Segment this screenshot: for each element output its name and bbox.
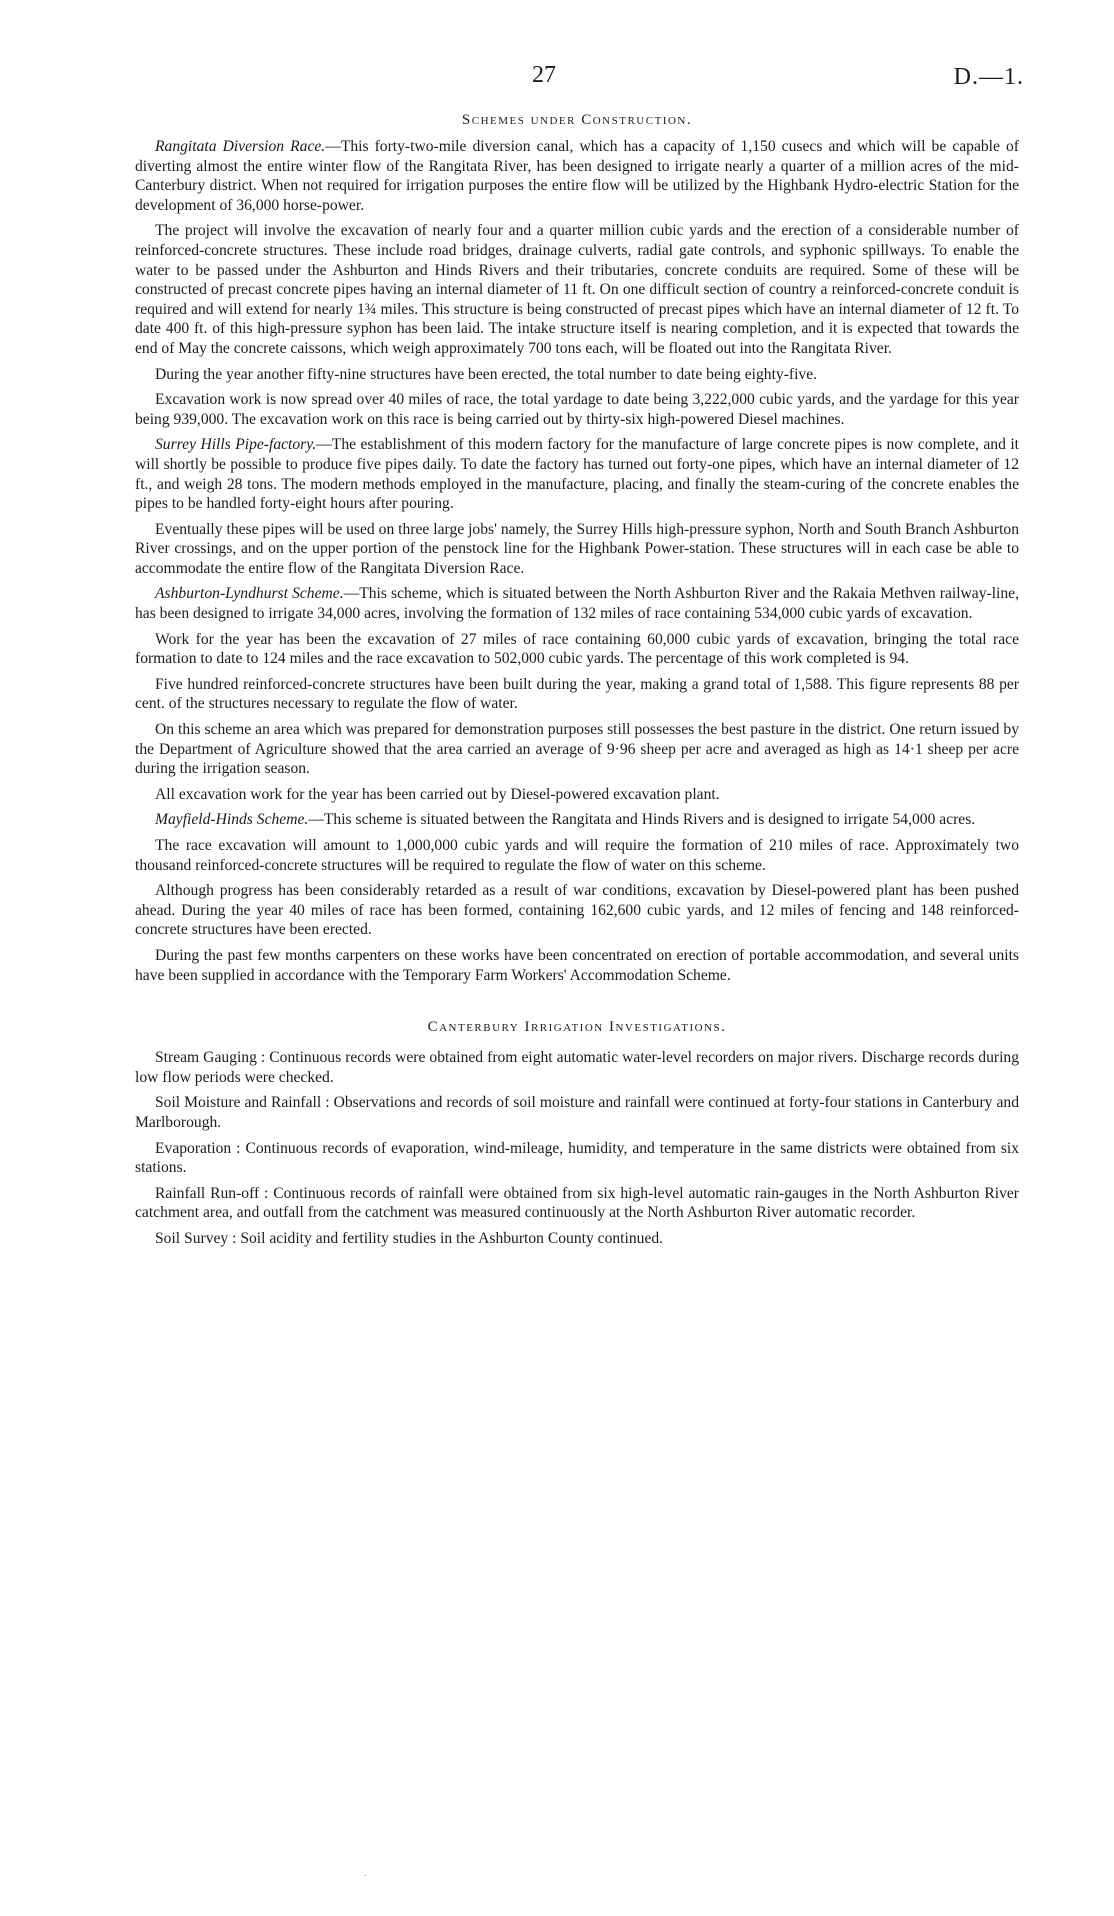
paragraph-text: During the year another fifty-nine structures have been erected, the total number to date being eighty-five. <box>155 365 818 383</box>
paragraph-lead: Mayfield-Hinds Scheme. <box>155 811 309 829</box>
paragraph <box>135 881 1019 940</box>
paragraph-text: On this scheme an area which was prepared for demonstration purposes still possesses the best pasture in the district. One return issued by the Department of Agriculture showed that the area carried an average of 9·96 sheep per acre and averaged as high as 14·1 sheep per acre during the irrigation season. <box>135 721 1019 778</box>
paragraph <box>135 390 1019 429</box>
paragraph <box>135 785 1019 805</box>
page-number: 27 <box>532 62 556 88</box>
paragraph-text: Soil Survey : Soil acidity and fertility studies in the Ashburton County continued. <box>155 1229 664 1247</box>
paragraph <box>135 630 1019 669</box>
paragraph <box>135 946 1019 985</box>
paragraph-text: Eventually these pipes will be used on three large jobs' namely, the Surrey Hills high-pressure syphon, North and South Branch Ashburton River crossings, and on the upper portion of the penstock line for the Highbank Power-station. These structures will in each case be able to accommodate the entire flow of the Rangitata Diversion Race. <box>135 520 1019 577</box>
paragraph-text: Excavation work is now spread over 40 miles of race, the total yardage to date being 3,222,000 cubic yards, and the yardage for this year being 939,000. The excavation work on this race is being carried out by thirty-six high-powered Diesel machines. <box>135 391 1019 428</box>
section-heading-schemes: Schemes under Construction. <box>461 112 693 128</box>
section-heading-investigations: Canterbury Irrigation Investigations. <box>427 1019 727 1036</box>
paragraph <box>135 1093 1019 1132</box>
paragraph-text: —This scheme is situated between the Rangitata and Hinds Rivers and is designed to irrigate 54,000 acres. <box>308 811 976 829</box>
paragraph-lead: Ashburton-Lyndhurst Scheme. <box>155 585 344 603</box>
paragraph <box>135 365 1019 385</box>
paragraph-text: The race excavation will amount to 1,000,000 cubic yards and will require the formation of 210 miles of race. Approximately two thousand reinforced-concrete structures will be required to regulate the flow of water on this scheme. <box>135 837 1019 874</box>
document-reference: D.—1. <box>953 64 1024 90</box>
page-mark: . <box>364 1868 367 1879</box>
paragraph <box>135 1184 1019 1223</box>
paragraph <box>135 675 1019 714</box>
paragraph-text: During the past few months carpenters on these works have been concentrated on erection of portable accommodation, and several units have been supplied in accordance with the Temporary Farm Workers' Accommodation Scheme. <box>135 946 1019 984</box>
paragraph <box>135 836 1019 875</box>
paragraph-lead: Rangitata Diversion Race. <box>155 138 326 155</box>
paragraph <box>135 1139 1019 1178</box>
paragraph-text: —This scheme, which is situated between the North Ashburton River and the Rakaia Methven railway-line, has been designed to irrigate 34,000 acres, involving the formation of 132 miles of race containing 534,000 cubic yards of excavation. <box>135 585 1019 623</box>
paragraph <box>135 720 1019 779</box>
section-canterbury-irrigation-investigations <box>135 1048 1019 1248</box>
paragraph <box>135 810 1019 830</box>
paragraph-text: —The establishment of this modern factory for the manufacture of large concrete pipes is now complete, and it will shortly be possible to produce five pipes daily. To date the factory has turned out forty-one pipes, which have an internal diameter of 12 ft., and weigh 28 tons. The modern methods employed in the manufacture, placing, and finally the steam-curing of the concrete enables the pipes to be handled forty-eight hours after pouring. <box>135 436 1019 513</box>
paragraph <box>135 137 1019 215</box>
paragraph-text: Work for the year has been the excavation of 27 miles of race containing 60,000 cubic yards of excavation, bringing the total race formation to date to 124 miles and the race excavation to 502,000 cubic yards. The percentage of this work completed is 94. <box>135 630 1019 668</box>
paragraph <box>135 1229 1019 1249</box>
paragraph <box>135 221 1019 358</box>
paragraph-text: Soil Moisture and Rainfall : Observations and records of soil moisture and rainfall were continued at forty-four stations in Canterbury and Marlborough. <box>135 1094 1019 1131</box>
paragraph <box>135 435 1019 513</box>
paragraph-text: All excavation work for the year has been carried out by Diesel-powered excavation plant. <box>155 785 720 803</box>
paragraph-text: Rainfall Run-off : Continuous records of rainfall were obtained from six high-level automatic rain-gauges in the North Ashburton River catchment area, and outfall from the catchment was measured continuously at the North Ashburton River automatic recorder. <box>135 1184 1019 1222</box>
paragraph-text: —This forty-two-mile diversion canal, which has a capacity of 1,150 cusecs and which will be capable of diverting almost the entire winter flow of the Rangitata River, has been designed to irrigate nearly a quarter of a million acres of the mid-Canterbury district. When not required for irrigation purposes the entire flow will be utilized by the Highbank Hydro-electric Station for the development of 36,000 horse-power. <box>135 138 1019 214</box>
paragraph-text: Stream Gauging : Continuous records were obtained from eight automatic water-level recorders on major rivers. Discharge records during low flow periods were checked. <box>135 1049 1019 1086</box>
paragraph-text: Evaporation : Continuous records of evaporation, wind-mileage, humidity, and temperature in the same districts were obtained from six stations. <box>135 1139 1019 1177</box>
paragraph-lead: Surrey Hills Pipe-factory. <box>155 436 317 454</box>
paragraph-text: Five hundred reinforced-concrete structures have been built during the year, making a grand total of 1,588. This figure represents 88 per cent. of the structures necessary to regulate the flow of water. <box>135 675 1019 713</box>
paragraph-text: The project will involve the excavation of nearly four and a quarter million cubic yards and the erection of a considerable number of reinforced-concrete structures. These include road bridges, drainage culverts, radial gate controls, and syphonic spillways. To enable the water to be passed under the Ashburton and Hinds Rivers and their tributaries, concrete conduits are required. Some of these will be constructed of precast concrete pipes having an internal diameter of 11 ft. On one difficult section of country a reinforced-concrete conduit is required and will extend for nearly 1¾ miles. This structure is being constructed of precast pipes which have an internal diameter of 12 ft. To date 400 ft. of this high-pressure syphon has been laid. The intake structure itself is nearing completion, and it is expected that towards the end of May the concrete caissons, which weigh approximately 700 tons each, will be floated out into the Rangitata River. <box>135 222 1019 357</box>
paragraph <box>135 584 1019 623</box>
page-body <box>135 112 1019 1255</box>
paragraph <box>135 520 1019 579</box>
section-schemes-under-construction <box>135 137 1019 985</box>
paragraph-text: Although progress has been considerably retarded as a result of war conditions, excavation by Diesel-powered plant has been pushed ahead. During the year 40 miles of race has been formed, containing 162,600 cubic yards, and 12 miles of fencing and 148 reinforced-concrete structures have been erected. <box>135 882 1019 939</box>
paragraph <box>135 1048 1019 1087</box>
